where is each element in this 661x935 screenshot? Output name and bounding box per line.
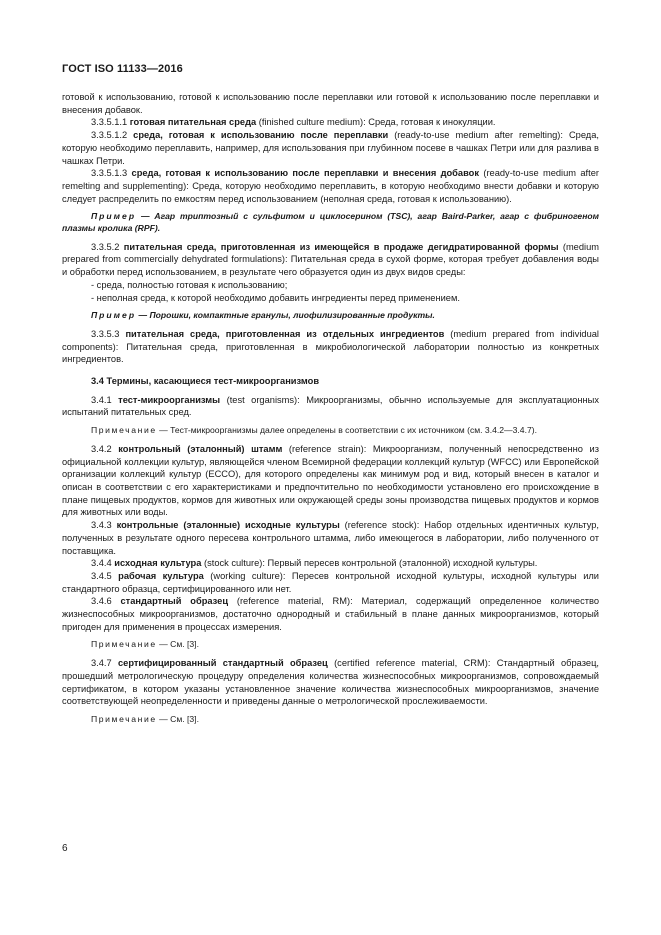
term: сертифицированный стандартный образец [117,658,328,669]
list-item: - среда, полностью готовая к использованию; [91,279,288,290]
paragraph: готовой к использованию, готовой к использованию после переплавки или готовой к использованию после переплавки и внесения добавок. [62,92,599,115]
definition-3-3-5-1-2: 3.3.5.1.2 среда, готовая к использованию после переплавки (ready-to-use medium after remelting): Среда, которую необходимо переплавить, например, для использования при глубинном посеве в чашках Петри или для разлива в чашках Петри. [62,130,599,166]
term: стандартный образец [120,596,229,607]
definition-3-4-2: 3.4.2 контрольный (эталонный) штамм (reference strain): Микроорганизм, полученный непосредственно из официальной коллекции культур, являющейся членом Всемирной федерации коллекций культур (WFCC) или Европейской организации коллекций культур (ECCO), для которого определены как минимум род и вид, который внесен в каталог и описан в соответствии с его характеристиками и предпочтительно по необходимости установлено его происхождение в плане пищевых продуктов, кормов для животных или окружающей среды зоны производства пищевых продуктов и кормов для животных или воды. [62,443,599,518]
example-2: Пример — Порошки, компактные гранулы, лиофилизированные продукты. [91,310,435,321]
term: готовая питательная среда [129,117,257,128]
definition-3-4-7: 3.4.7 сертифицированный стандартный образец (certified reference material, CRM): Стандартный образец, прошедший метрологическую процедуру определения количества жизнеспособных микроорганизмов, сопровождаемый сертификатом, в котором указаны установленное значение количества жизнеспособных микроорганизмов, значение соответствующей неопределенности и приведены данные о метрологической прослеживаемости. [62,658,599,707]
note-3: Примечание — См. [3]. [91,713,199,724]
definition-3-3-5-3: 3.3.5.3 питательная среда, приготовленная из отдельных ингредиентов (medium prepared from individual components): Питательная среда, приготовленная в микробиологической лаборатории полностью из конкретных ингредиентов. [62,328,599,365]
definition-3-4-1: 3.4.1 тест-микроорганизмы (test organisms): Микроорганизмы, обычно используемые для эксплуатационных испытаний питательных сред. [62,394,599,418]
note-label: Примечание [91,425,157,436]
example-label: Пример [91,211,137,222]
definition-3-4-3: 3.4.3 контрольные (эталонные) исходные культуры (reference stock): Набор отдельных идентичных культур, полученных в результате одного пересева контрольного штамма, либо имеющегося в лаборатории, либо полученного от поставщика. [62,520,599,556]
term: исходная культура [114,558,202,569]
definition-3-3-5-1-1: 3.3.5.1.1 готовая питательная среда (finished culture medium): Среда, готовая к инокуляции. [91,117,496,128]
term: питательная среда, приготовленная из имеющейся в продаже дегидратированной формы [123,241,559,252]
example-1: Пример — Агар триптозный с сульфитом и циклосерином (TSC), агар Baird-Parker, агар с фибриногеном плазмы кролика (RPF). [62,211,599,234]
definition-3-3-5-2: 3.3.5.2 питательная среда, приготовленная из имеющейся в продаже дегидратированной формы (medium prepared from commercially dehydrated formulations): Питательная среда в сухой форме, которая требует добавления воды и обработки перед использованием, в результате чего образуется один из двух видов среды: [62,241,600,278]
example-label: Пример [91,310,137,321]
note-label: Примечание [91,713,157,724]
section-title-3-4: 3.4 Термины, касающиеся тест-микроорганизмов [91,376,320,387]
note-1: Примечание — Тест-микроорганизмы далее определены в соответствии с их источником (см. 3.4.2—3.4.7). [91,425,538,436]
term: контрольный (эталонный) штамм [118,443,283,454]
list-item: - неполная среда, к которой необходимо добавить ингредиенты перед применением. [91,292,460,303]
document-body [62,91,599,732]
term: контрольные (эталонные) исходные культуры [116,520,340,531]
definition-3-4-5: 3.4.5 рабочая культура (working culture): Пересев контрольной исходной культуры, исходной культуры или стандартного образца, сертифицированного или нет. [62,570,600,594]
note-label: Примечание [91,639,157,650]
definition-3-3-5-1-3: 3.3.5.1.3 среда, готовая к использованию после переплавки и внесения добавок (ready-to-use medium after remelting and supplementing): Среда, которую необходимо переплавить, в которую необходимо внести добавки и которую следует распределить по емкостям перед использованием (неполная среда, готовая к использованию). [62,168,599,204]
term: среда, готовая к использованию после переплавки и внесения добавок [131,168,480,179]
note-2: Примечание — См. [3]. [91,639,199,650]
term: питательная среда, приготовленная из отдельных ингредиентов [125,328,445,339]
term: среда, готовая к использованию после переплавки [133,130,389,141]
document-header: ГОСТ ISO 11133—2016 [62,63,183,75]
definition-3-4-4: 3.4.4 исходная культура (stock culture): Первый пересев контрольной (эталонной) исходной культуры. [91,558,538,569]
term: рабочая культура [118,570,204,581]
term: тест-микроорганизмы [118,394,221,405]
definition-3-4-6: 3.4.6 стандартный образец (reference material, RM): Материал, содержащий определенное количество жизнеспособных микроорганизмов, достаточно однородный и стабильный в плане данных микроорганизмов, который пригоден для применения в процессах измерения. [62,596,600,632]
page-number: 6 [62,843,68,854]
